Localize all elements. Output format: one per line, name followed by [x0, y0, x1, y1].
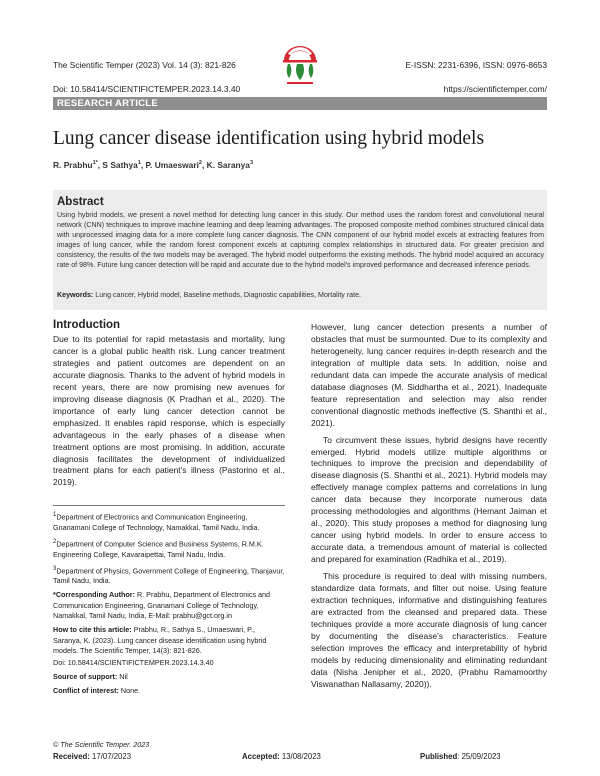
published-date: Published: 25/09/2023 — [420, 752, 501, 761]
logo-green-drops — [287, 64, 292, 78]
keywords-list: Lung cancer, Hybrid model, Baseline methods, Diagnostic capabilities, Mortality rate. — [95, 291, 362, 299]
journal-url[interactable]: https://scientifictemper.com/ — [443, 84, 547, 94]
corresponding-author: *Corresponding Author: R. Prabhu, Department of Electronics and Communication Engineering, Gnanamani College of Technology, Namakkal, Tamil Nadu, India, E-Mail: prabhu@gct.org.in — [53, 590, 271, 621]
how-to-cite: How to cite this article: Prabhu, R., Sathya S., Umaeswari, P., Saranya, K. (2023). Lung cancer disease identification using hybrid models. The Scientific Temper, 14(3): 821-826. — [53, 625, 267, 656]
footnotes — [53, 510, 285, 700]
abstract-heading: Abstract — [57, 196, 104, 208]
intro-right-column — [311, 322, 547, 691]
footnote-rule — [53, 505, 285, 506]
keywords — [57, 291, 544, 299]
intro-paragraph-2: However, lung cancer detection presents a number of obstacles that must be surmounted. Due to its complexity and heterogeneity, lung cancer requires in-depth research and the integration of multiple data sets. In addition, noise and redundant data can impede the accurate analysis of medical database diagnoses (M. Siddhartha et al., 2021). Inadequate feature representation and selection may also render conventional diagnostic methods ineffective (S. Shanthi et al., 2021). — [311, 322, 547, 428]
conflict-of-interest: Conflict of interest: None. — [53, 686, 141, 696]
author: P. Umaeswari — [145, 160, 199, 170]
section-label: RESEARCH ARTICLE — [57, 98, 158, 109]
journal-citation: The Scientific Temper (2023) Vol. 14 (3): 821-826 — [53, 60, 236, 70]
affiliation-2: $^2$Department of Computer Science and Business Systems, R.M.K. Engineering College, Kavaraipettai, Tamil Nadu, India. — [53, 538, 264, 559]
received-date: Received: 17/07/2023 — [53, 752, 132, 761]
author: S Sathya — [102, 160, 138, 170]
keywords-label: Keywords: — [57, 291, 94, 299]
intro-paragraph-4: This procedure is required to deal with missing numbers, standardize data formats, and filter out noise. Using feature extraction techniques, informative and distinguishing features are extracted from the cleansed and prepared data. These techniques provide a more accurate diagnosis of lung cancer by documenting the disease's characteristics. Feature selection improves the efficacy and interpretability of hybrid models by reducing dimensionality and eliminating redundant data (Nisha Jenipher et al., 2020, (Prabhu Ramamoorthy Viswanathan Nallasamy, 2020)). — [311, 571, 547, 689]
section-band — [53, 97, 547, 110]
author-list: R. Prabhu$^{1*}$, S Sathya$^1$, P. Umaeswari$^2$, K. Saranya$^3$ — [53, 160, 253, 170]
intro-heading: Introduction — [53, 319, 121, 331]
affiliation-3: $^3$Department of Physics, Government College of Engineering, Thanjavur, Tamil Nadu, India. — [53, 565, 285, 586]
copyright: © The Scientific Temper. 2023 — [53, 740, 150, 749]
accepted-date: Accepted: 13/08/2023 — [242, 752, 321, 761]
abstract-text: Using hybrid models, we present a novel method for detecting lung cancer in this study. Our method uses the random forest and convolutional neural network (CNN) techniques to improve machine learning and deep learning advantages. The proposed composite method combines structured clinical data with unprocessed imaging data for a more complete lung cancer diagnosis. The CNN component of our hybrid model excels at extracting features from images of lung cancer, while the random forest component excels at capturing complex relationships in structured data. For greater precision and consistency, the results of the two models may be averaged. The hybrid model outperforms the existing methods. The hybrid model acquired an accuracy rate of 98%. Future lung cancer detection will be rapid and accurate due to the hybrid model's improved performance and decreased inference periods. — [57, 211, 544, 270]
source-of-support: Source of support: Nil — [53, 672, 128, 682]
author: R. Prabhu — [53, 160, 93, 170]
author: K. Saranya — [206, 160, 250, 170]
article-doi: Doi: 10.58414/SCIENTIFICTEMPER.2023.14.3.40 — [53, 84, 241, 94]
journal-logo — [279, 42, 321, 86]
issn: E-ISSN: 2231-6396, ISSN: 0976-8653 — [405, 60, 547, 70]
cite-doi: Doi: 10.58414/SCIENTIFICTEMPER.2023.14.3.40 — [53, 658, 214, 668]
affiliation-1: $^1$Department of Electronics and Communication Engineering, Gnanamani College of Technology, Namakkal, Tamil Nadu, India. — [53, 512, 260, 532]
article-title: Lung cancer disease identification using hybrid models — [53, 128, 485, 149]
intro-paragraph-3: To circumvent these issues, hybrid designs have recently emerged. Hybrid models utilize multiple algorithms or techniques to improve the precision and dependability of disease diagnosis (S. Shanthi et al., 2021). Hybrid models may effectively manage complex patterns and correlations in lung cancer data because they incorporate numerous data processing methodologies and algorithms (Hemant Jaiman et al., 2020). This study proposes a method for diagnosing lung cancer using hybrid models. In order to ensure access to accurate data, a tremendous amount of material is collected and prepared for examination (Radhika et al., 2019). — [311, 434, 547, 565]
intro-paragraph-1: Due to its potential for rapid metastasis and mortality, lung cancer is a global public health risk. Lung cancer treatment strategies and patient outcomes are dependent on an accurate diagnosis. Thanks to the advent of hybrid models in recent years, there are now promising new avenues for improving disease diagnosis (K Pradhan et al., 2020). The importance of early lung cancer detection cannot be emphasized. It enables rapid response, which is especially advantageous in the early phases of a disease when treatment options are most promising. In addition, accurate diagnosis facilitates the development of individualized treatment plans for each patient's illness (Pastorino et al., 2019). — [53, 334, 285, 488]
